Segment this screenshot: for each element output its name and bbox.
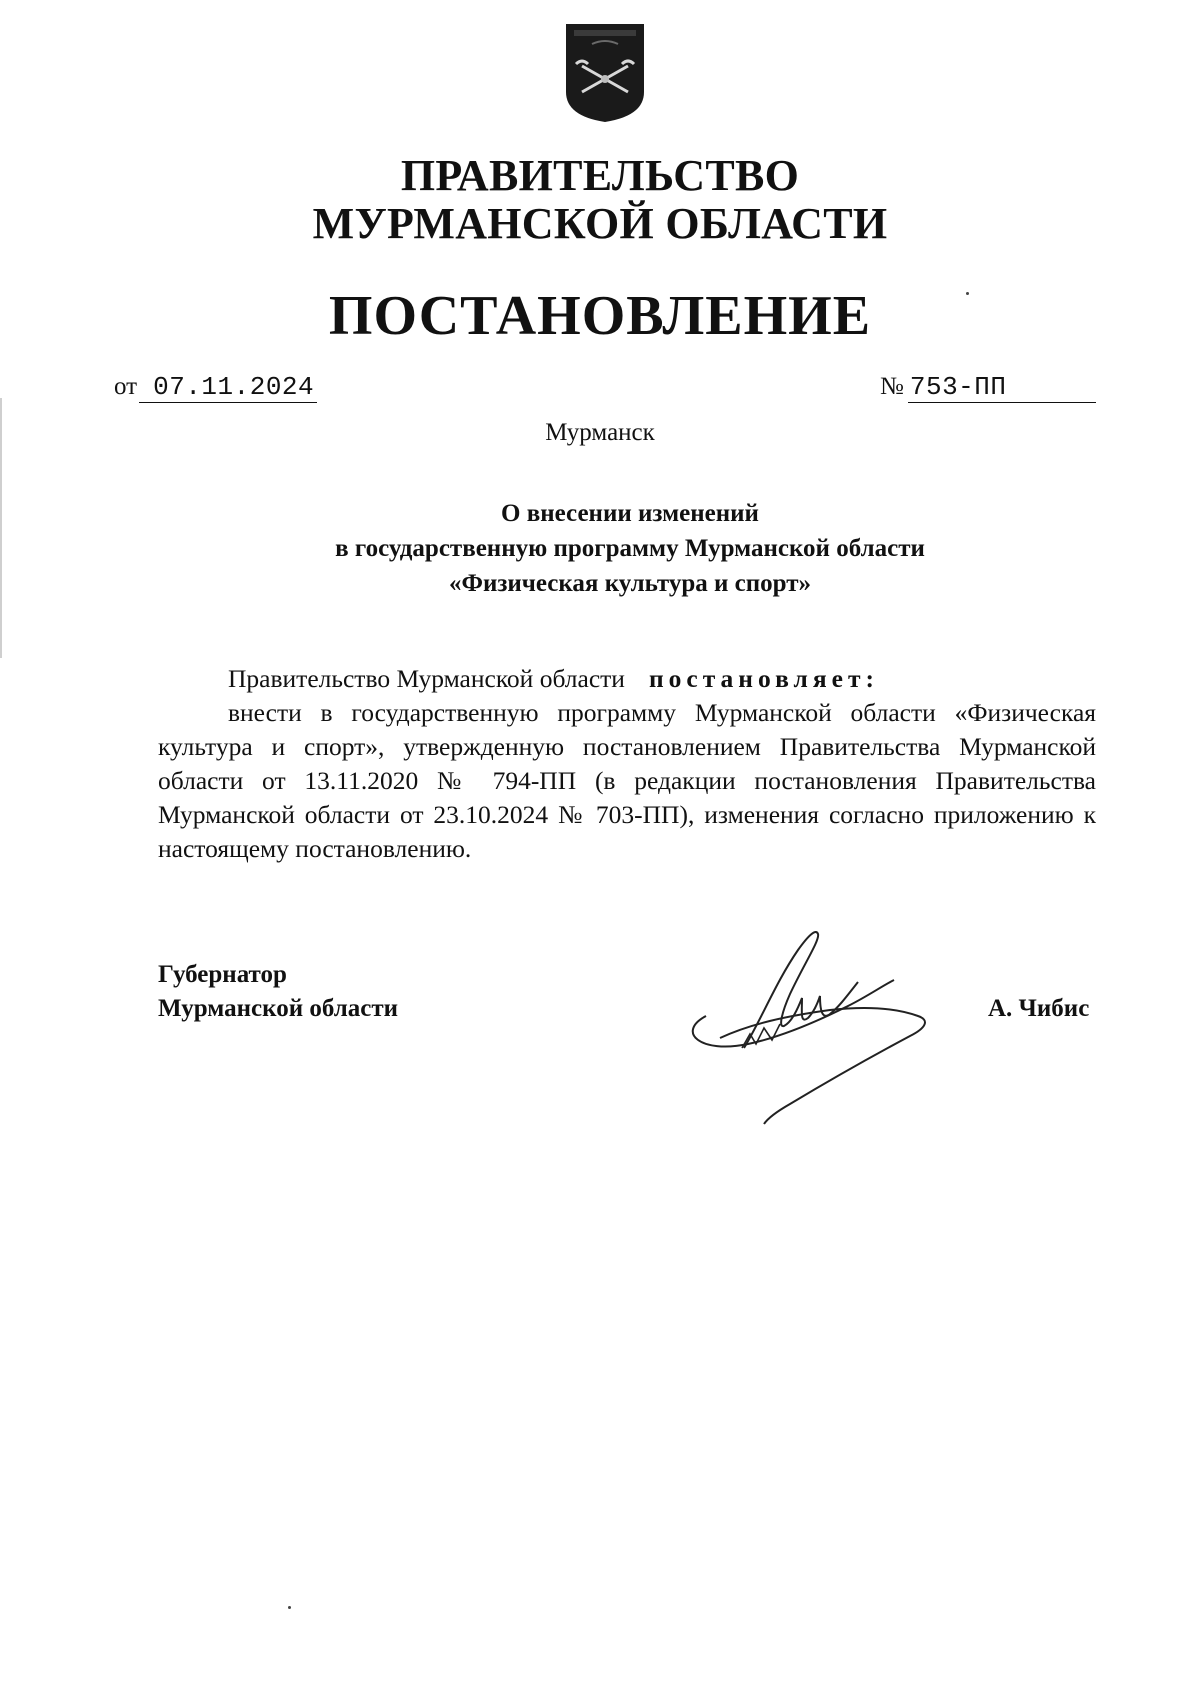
document-subject (0, 496, 1200, 601)
subject-line3: «Физическая культура и спорт» (448, 570, 812, 597)
date-value: 07.11.2024 (153, 372, 315, 402)
scan-speck (966, 292, 969, 295)
number-value: 753-ПП (909, 372, 1007, 402)
scan-speck (288, 1606, 291, 1609)
number-prefix: № (880, 373, 904, 400)
document-number (880, 372, 1096, 403)
document-type-title: ПОСТАНОВЛЕНИЕ (328, 285, 872, 347)
signature-icon (690, 920, 950, 1130)
document-date (114, 372, 317, 403)
decree-paragraph (158, 696, 1096, 866)
intro-text: Правительство Мурманской области (228, 664, 625, 693)
subject-line2: в государственную программу Мурманской области (335, 535, 925, 562)
signatory-name: А. Чибис (988, 995, 1090, 1022)
position-line2: Мурманской области (158, 995, 399, 1022)
decree-intro (228, 662, 1098, 696)
org-name-line2: МУРМАНСКОЙ ОБЛАСТИ (312, 199, 888, 248)
coat-of-arms-icon (562, 20, 648, 124)
paragraph-text: внести в государственную программу Мурманской области «Физическая культура и спорт», утвержденную постановлением Правительства Мурманской области от 13.11.2020 № 794-ПП (в редакции постановления Правительства Мурманской области от 23.10.2024 № 703-ПП), изменения согласно приложению к настоящему постановлению. (158, 698, 1096, 863)
date-prefix: от (114, 373, 138, 400)
signatory-position (158, 958, 398, 1026)
issue-city: Мурманск (545, 419, 655, 446)
decree-word: постановляет: (648, 664, 879, 693)
subject-line1: О внесении изменений (501, 500, 759, 527)
number-underline (908, 372, 1096, 403)
org-name-line1: ПРАВИТЕЛЬСТВО (400, 151, 800, 200)
position-line1: Губернатор (158, 961, 287, 988)
date-underline (139, 372, 317, 403)
